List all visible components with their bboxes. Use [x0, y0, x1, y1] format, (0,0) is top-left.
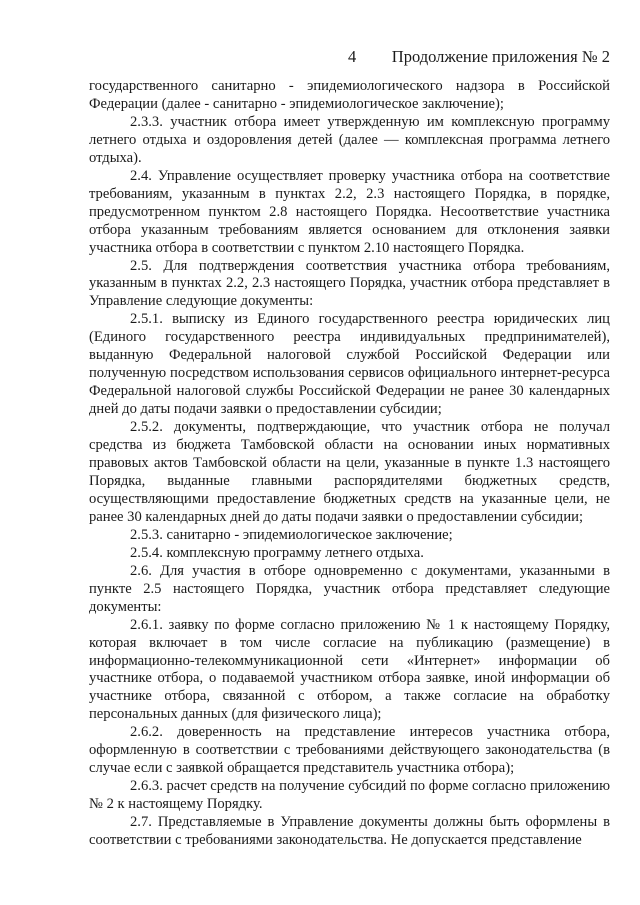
- paragraph: 2.5.4. комплексную программу летнего отдыха.: [130, 544, 424, 561]
- paragraph: 2.5. Для подтверждения соответствия участника отбора требованиям, указанным в пунктах 2.2, 2.3 настоящего Порядка, участник отбора представляет в Управление следующие документы:: [89, 257, 610, 310]
- paragraph: государственного санитарно - эпидемиологического надзора в Российской Федерации (далее - санитарно - эпидемиологическое заключение);: [89, 78, 610, 112]
- paragraph: 2.5.3. санитарно - эпидемиологическое заключение;: [130, 526, 453, 543]
- paragraph: 2.3.3. участник отбора имеет утвержденную им комплексную программу летнего отдыха и оздоровления детей (далее — комплексная программа летнего отдыха).: [89, 113, 610, 166]
- paragraph: 2.4. Управление осуществляет проверку участника отбора на соответствие требованиям, указанным в пунктах 2.2, 2.3 настоящего Порядка, в порядке, предусмотренном пунктом 2.8 настоящего Порядка. Несоответствие участника отбора указанным требованиям является основанием для отклонения заявки участника отбора в соответствии с пунктом 2.10 настоящего Порядка.: [89, 167, 610, 256]
- running-title: Продолжение приложения № 2: [391, 47, 610, 66]
- page-number: 4: [348, 47, 357, 66]
- paragraph: 2.6.3. расчет средств на получение субсидий по форме согласно приложению № 2 к настоящему Порядку.: [89, 778, 610, 813]
- paragraph: 2.6.1. заявку по форме согласно приложению № 1 к настоящему Порядку, которая включает в том числе согласие на публикацию (размещение) в информационно-телекоммуникационной сети «Интернет» информации об участнике отбора, о подаваемой участником отбора заявке, иной информации об участнике отбора, связанной с отбором, а также согласие на обработку персональных данных (для физического лица);: [89, 616, 610, 723]
- paragraph: 2.5.1. выписку из Единого государственного реестра юридических лиц (Единого государственного реестра индивидуальных предпринимателей), выданную Федеральной налоговой службой Российской Федерации или полученную посредством использования сервисов официального интернет-ресурса Федеральной налоговой службы Российской Федерации не ранее 30 календарных дней до даты подачи заявки о предоставлении субсидии;: [89, 311, 610, 418]
- page-header: [0, 46, 640, 68]
- paragraph: 2.6. Для участия в отборе одновременно с документами, указанными в пункте 2.5 настоящего Порядка, участник отбора представляет следующие документы:: [89, 562, 610, 615]
- paragraph: 2.7. Представляемые в Управление документы должны быть оформлены в соответствии с требованиями законодательства. Не допускается представление: [89, 814, 610, 849]
- paragraph: 2.5.2. документы, подтверждающие, что участник отбора не получал средства из бюджета Тамбовской области на основании иных нормативных правовых актов Тамбовской области на цели, указанные в пункте 1.3 настоящего Порядка, выданные главными распорядителями бюджетных средств, осуществляющими предоставление бюджетных средств на указанные цели, не ранее 30 календарных дней до даты подачи заявки о предоставлении субсидии;: [89, 419, 610, 525]
- paragraph: 2.6.2. доверенность на представление интересов участника отбора, оформленную в соответствии с требованиями действующего законодательства (в случае если с заявкой обращается представитель участника отбора);: [89, 724, 610, 777]
- document-body: [89, 78, 610, 850]
